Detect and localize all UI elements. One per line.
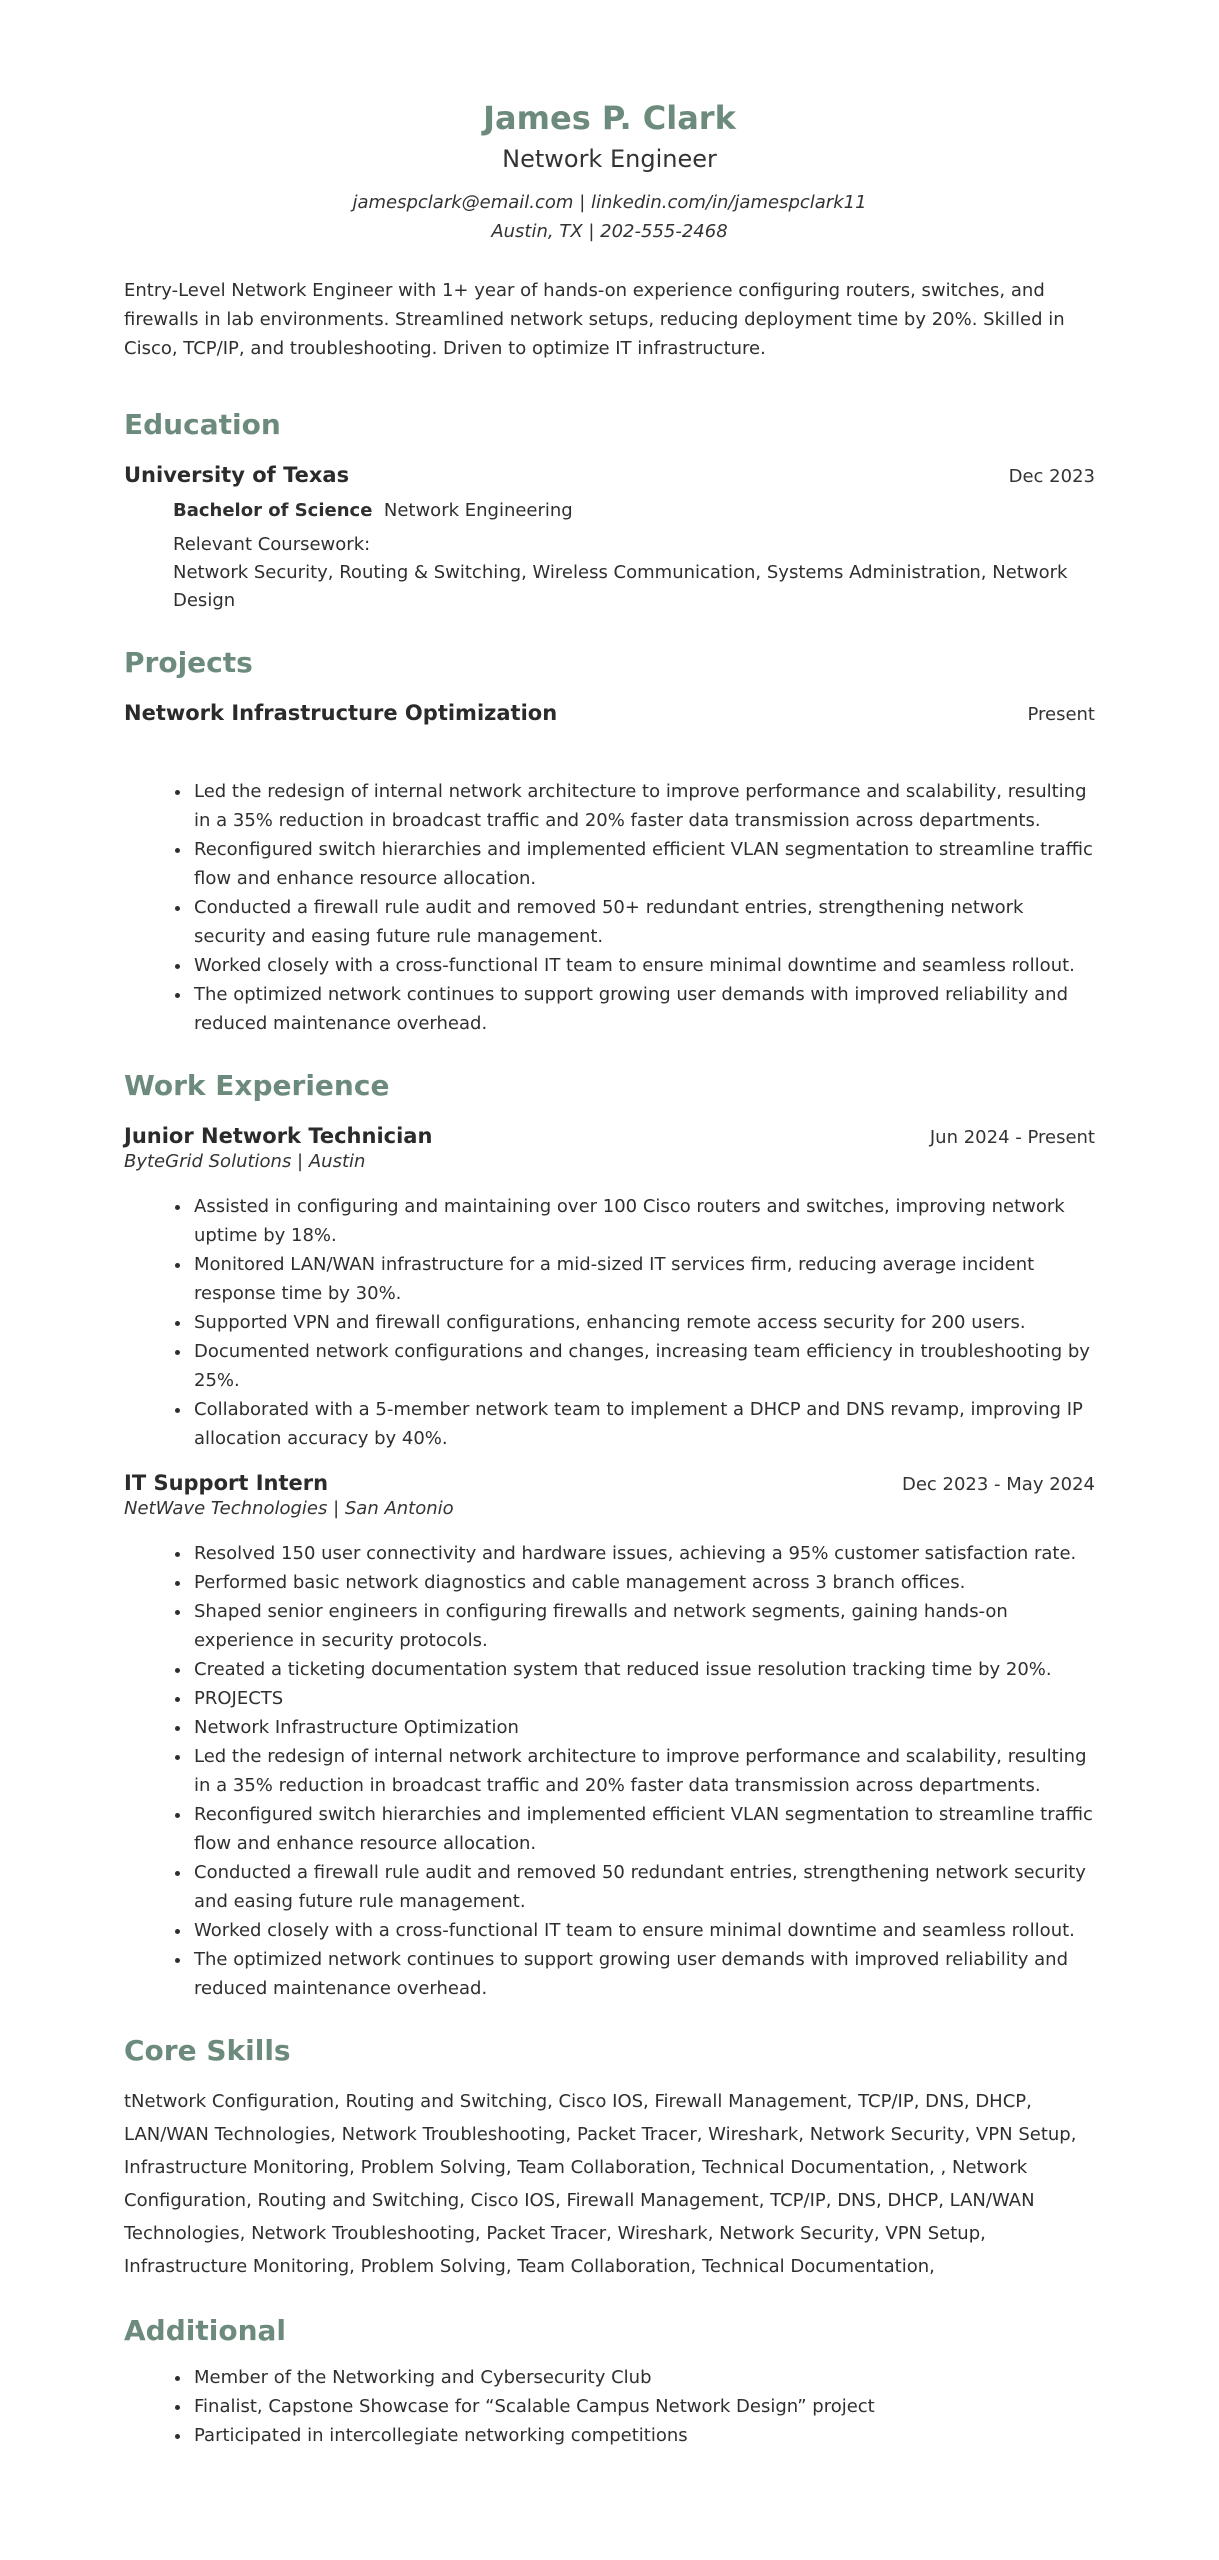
additional-heading: Additional [124,2314,286,2347]
additional-bullets [124,2363,1095,2450]
projects-heading: Projects [124,646,253,679]
summary-paragraph: Entry-Level Network Engineer with 1+ year of hands-on experience configuring routers, switches, and firewalls in lab environments. Streamlined network setups, reducing deployment time by 20%. Skilled in Cisco, TCP/IP, and troubleshooting. Driven to optimize IT infrastructure. [124,280,1065,359]
experience-heading: Work Experience [124,1069,390,1102]
list-item: • Documented network configurations and changes, increasing team efficiency in troubleshooting by 25%. [192,1337,1095,1395]
degree-field: Network Engineering [383,500,573,521]
list-item: • Reconfigured switch hierarchies and implemented efficient VLAN segmentation to streamline traffic flow and enhance resource allocation. [192,1800,1095,1858]
list-item: • Reconfigured switch hierarchies and implemented efficient VLAN segmentation to streamline traffic flow and enhance resource allocation. [192,835,1095,893]
list-item: • Network Infrastructure Optimization [192,1713,1095,1742]
job-date: Jun 2024 - Present [929,1127,1095,1148]
list-item: • Led the redesign of internal network architecture to improve performance and scalability, resulting in a 35% reduction in broadcast traffic and 20% faster data transmission across departments. [192,1742,1095,1800]
experience-section [124,1066,1095,2003]
list-item: • Led the redesign of internal network architecture to improve performance and scalability, resulting in a 35% reduction in broadcast traffic and 20% faster data transmission across departments. [192,777,1095,835]
list-item: • Conducted a firewall rule audit and removed 50+ redundant entries, strengthening network security and easing future rule management. [192,893,1095,951]
candidate-role: Network Engineer [502,145,717,173]
list-item: • Participated in intercollegiate networking competitions [192,2421,1095,2450]
list-item: • Worked closely with a cross-functional IT team to ensure minimal downtime and seamless rollout. [192,1916,1095,1945]
list-item: • Collaborated with a 5-member network team to implement a DHCP and DNS revamp, improving IP allocation accuracy by 40%. [192,1395,1095,1453]
job-entry-head [124,1124,1095,1148]
list-item: • Supported VPN and firewall configurations, enhancing remote access security for 200 users. [192,1308,1095,1337]
contact-email-linkedin: jamespclark@email.com | linkedin.com/in/jamespclark11 [352,192,867,213]
job-entry-head [124,1471,1095,1495]
list-item: • Assisted in configuring and maintaining over 100 Cisco routers and switches, improving network uptime by 18%. [192,1192,1095,1250]
skills-heading: Core Skills [124,2034,291,2067]
education-entry-head [124,463,1095,487]
job-date: Dec 2023 - May 2024 [901,1474,1095,1495]
candidate-name: James P. Clark [483,99,736,137]
resume-header [124,94,1095,246]
project-bullets [124,777,1095,1038]
skills-list: tNetwork Configuration, Routing and Switching, Cisco IOS, Firewall Management, TCP/IP, DNS, DHCP, LAN/WAN Technologies, Network Troubleshooting, Packet Tracer, Wireshark, Network Security, VPN Setup, Infrastructure Monitoring, Problem Solving, Team Collaboration, Technical Documentation, , Network Configuration, Routing and Switching, Cisco IOS, Firewall Management, TCP/IP, DNS, DHCP, LAN/WAN Technologies, Network Troubleshooting, Packet Tracer, Wireshark, Network Security, VPN Setup, Infrastructure Monitoring, Problem Solving, Team Collaboration, Technical Documentation, [124,2091,1077,2277]
list-item: • Shaped senior engineers in configuring firewalls and network segments, gaining hands-on experience in security protocols. [192,1597,1095,1655]
education-details [124,497,1095,615]
list-item: • Resolved 150 user connectivity and hardware issues, achieving a 95% customer satisfaction rate. [192,1539,1095,1568]
degree-label: Bachelor of Science [173,500,373,521]
list-item: • Performed basic network diagnostics and cable management across 3 branch offices. [192,1568,1095,1597]
project-date: Present [1027,704,1095,725]
list-item: • Member of the Networking and Cybersecurity Club [192,2363,1095,2392]
school-name: University of Texas [124,463,350,487]
coursework-list: Network Security, Routing & Switching, Wireless Communication, Systems Administration, Network Design [173,562,1068,611]
projects-section [124,643,1095,1038]
coursework-label: Relevant Coursework: [173,534,371,555]
degree-line [173,497,1095,525]
job-bullets [124,1192,1095,1453]
job-company: ByteGrid Solutions | Austin [124,1151,366,1172]
education-section [124,405,1095,615]
list-item: • Finalist, Capstone Showcase for “Scalable Campus Network Design” project [192,2392,1095,2421]
education-heading: Education [124,408,281,441]
project-entry-head [124,701,1095,725]
job-title: Junior Network Technician [124,1124,433,1148]
job-title: IT Support Intern [124,1471,329,1495]
skills-section [124,2031,1095,2283]
list-item: • Monitored LAN/WAN infrastructure for a mid-sized IT services firm, reducing average incident response time by 30%. [192,1250,1095,1308]
project-name: Network Infrastructure Optimization [124,701,558,725]
list-item: • Worked closely with a cross-functional IT team to ensure minimal downtime and seamless rollout. [192,951,1095,980]
additional-section [124,2311,1095,2450]
list-item: • PROJECTS [192,1684,1095,1713]
job-company: NetWave Technologies | San Antonio [124,1498,454,1519]
list-item: • Created a ticketing documentation system that reduced issue resolution tracking time by 20%. [192,1655,1095,1684]
education-date: Dec 2023 [1008,466,1095,487]
list-item: • The optimized network continues to support growing user demands with improved reliability and reduced maintenance overhead. [192,980,1095,1038]
list-item: • Conducted a firewall rule audit and removed 50 redundant entries, strengthening network security and easing future rule management. [192,1858,1095,1916]
list-item: • The optimized network continues to support growing user demands with improved reliability and reduced maintenance overhead. [192,1945,1095,2003]
contact-location-phone: Austin, TX | 202-555-2468 [491,221,728,242]
job-bullets [124,1539,1095,2003]
